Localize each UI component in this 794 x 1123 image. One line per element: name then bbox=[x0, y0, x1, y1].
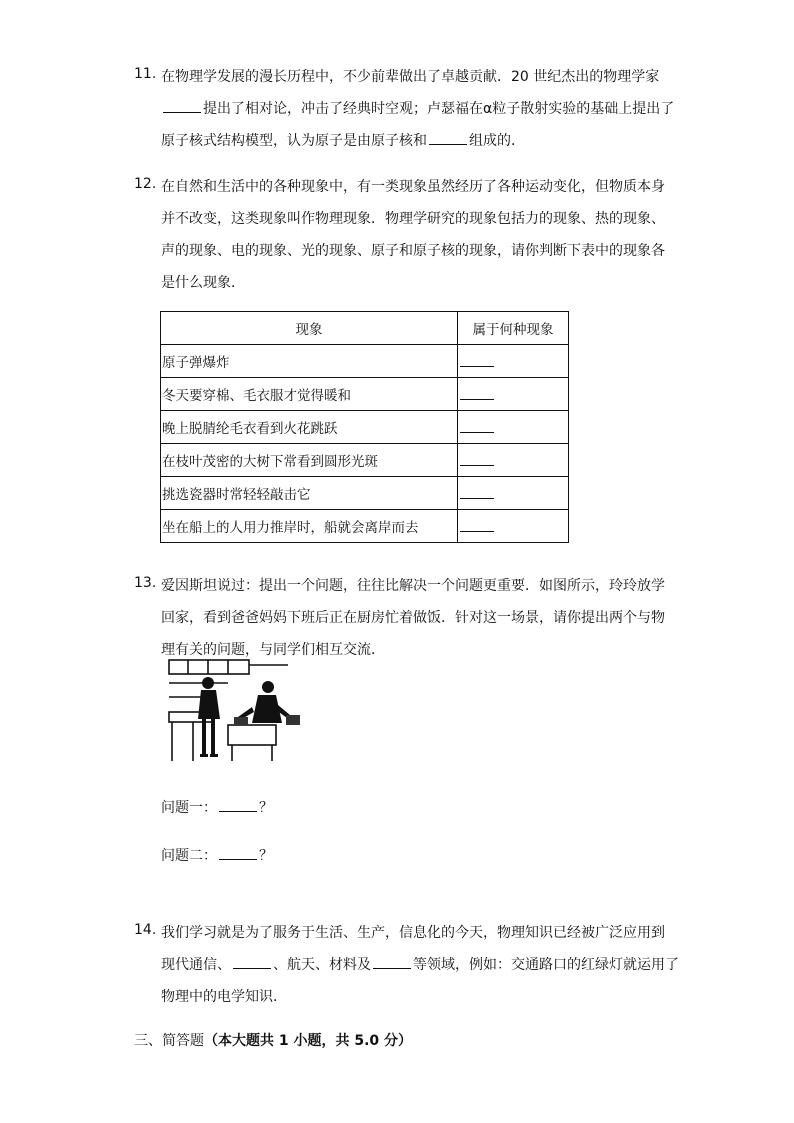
question-text: 原子核式结构模型，认为原子是由原子核和 bbox=[161, 133, 427, 149]
phenomenon-cell: 晚上脱腈纶毛衣看到火花跳跃 bbox=[161, 411, 458, 444]
table-header: 现象 bbox=[161, 312, 458, 345]
question-mark: ？ bbox=[259, 800, 273, 816]
question-text-line: 回家，看到爸爸妈妈下班后正在厨房忙着做饭．针对这一场景，请你提出两个与物 bbox=[161, 610, 665, 626]
question-text: 问题一： bbox=[161, 800, 217, 816]
answer-blank[interactable] bbox=[460, 352, 494, 367]
section-label: 三、简答题 bbox=[134, 1033, 204, 1049]
table-row bbox=[161, 477, 569, 510]
question-text-line: 声的现象、电的现象、光的现象、原子和原子核的现象，请你判断下表中的现象各 bbox=[161, 243, 665, 259]
question-text-line bbox=[161, 130, 525, 150]
answer-blank[interactable] bbox=[233, 956, 271, 969]
answer-blank[interactable] bbox=[219, 799, 257, 812]
answer-cell[interactable] bbox=[458, 477, 569, 510]
phenomenon-cell: 原子弹爆炸 bbox=[161, 345, 458, 378]
answer-blank[interactable] bbox=[460, 451, 494, 466]
question-text-line bbox=[161, 954, 679, 974]
phenomena-table bbox=[160, 311, 569, 543]
question-text-line: 是什么现象． bbox=[161, 275, 245, 291]
question-text-line: 物理中的电学知识． bbox=[161, 989, 287, 1005]
question-number: 11. bbox=[134, 66, 157, 82]
question-number: 13. bbox=[134, 575, 157, 591]
answer-blank[interactable] bbox=[460, 418, 494, 433]
section-note: （本大题共 1 小题，共 5.0 分） bbox=[204, 1033, 413, 1049]
question-text-line bbox=[161, 98, 674, 118]
answer-blank[interactable] bbox=[460, 484, 494, 499]
question-text: 、航天、材料及 bbox=[273, 957, 371, 973]
table-row bbox=[161, 345, 569, 378]
question-text-line: 在自然和生活中的各种现象中，有一类现象虽然经历了各种运动变化，但物质本身 bbox=[161, 179, 665, 195]
answer-blank[interactable] bbox=[460, 385, 494, 400]
question-text-line: 理有关的问题，与同学们相互交流． bbox=[161, 642, 385, 658]
question-number: 12. bbox=[134, 176, 157, 192]
answer-cell[interactable] bbox=[458, 411, 569, 444]
answer-blank[interactable] bbox=[163, 100, 201, 113]
answer-cell[interactable] bbox=[458, 345, 569, 378]
answer-cell[interactable] bbox=[458, 444, 569, 477]
table-row bbox=[161, 411, 569, 444]
phenomenon-cell: 冬天要穿棉、毛衣服才觉得暖和 bbox=[161, 378, 458, 411]
question-text: 组成的． bbox=[469, 133, 525, 149]
question-mark: ？ bbox=[259, 848, 273, 864]
answer-blank[interactable] bbox=[373, 956, 411, 969]
kitchen-illustration bbox=[168, 657, 306, 763]
answer-blank[interactable] bbox=[219, 847, 257, 860]
table-header-row bbox=[161, 312, 569, 345]
question-text-line bbox=[161, 845, 273, 865]
table-row bbox=[161, 510, 569, 543]
question-number: 14. bbox=[134, 922, 157, 938]
question-text: 问题二： bbox=[161, 848, 217, 864]
question-text: 提出了相对论，冲击了经典时空观；卢瑟福在α粒子散射实验的基础上提出了 bbox=[203, 101, 675, 117]
phenomenon-cell: 在枝叶茂密的大树下常看到圆形光斑 bbox=[161, 444, 458, 477]
question-text: 现代通信、 bbox=[161, 957, 231, 973]
question-text-line: 在物理学发展的漫长历程中，不少前辈做出了卓越贡献．20 世纪杰出的物理学家 bbox=[161, 69, 660, 85]
table-row bbox=[161, 444, 569, 477]
section-heading bbox=[134, 1030, 412, 1050]
answer-cell[interactable] bbox=[458, 378, 569, 411]
answer-blank[interactable] bbox=[429, 132, 467, 145]
question-text-line: 爱因斯坦说过：提出一个问题，往往比解决一个问题更重要．如图所示，玲玲放学 bbox=[161, 578, 665, 594]
answer-blank[interactable] bbox=[460, 517, 494, 532]
question-text-line: 并不改变，这类现象叫作物理现象．物理学研究的现象包括力的现象、热的现象、 bbox=[161, 211, 665, 227]
table-row bbox=[161, 378, 569, 411]
question-text-line: 我们学习就是为了服务于生活、生产，信息化的今天，物理知识已经被广泛应用到 bbox=[161, 925, 665, 941]
question-text-line bbox=[161, 797, 273, 817]
phenomenon-cell: 挑选瓷器时常轻轻敲击它 bbox=[161, 477, 458, 510]
question-text: 等领域，例如：交通路口的红绿灯就运用了 bbox=[413, 957, 679, 973]
answer-cell[interactable] bbox=[458, 510, 569, 543]
table-header: 属于何种现象 bbox=[458, 312, 569, 345]
phenomenon-cell: 坐在船上的人用力推岸时，船就会离岸而去 bbox=[161, 510, 458, 543]
